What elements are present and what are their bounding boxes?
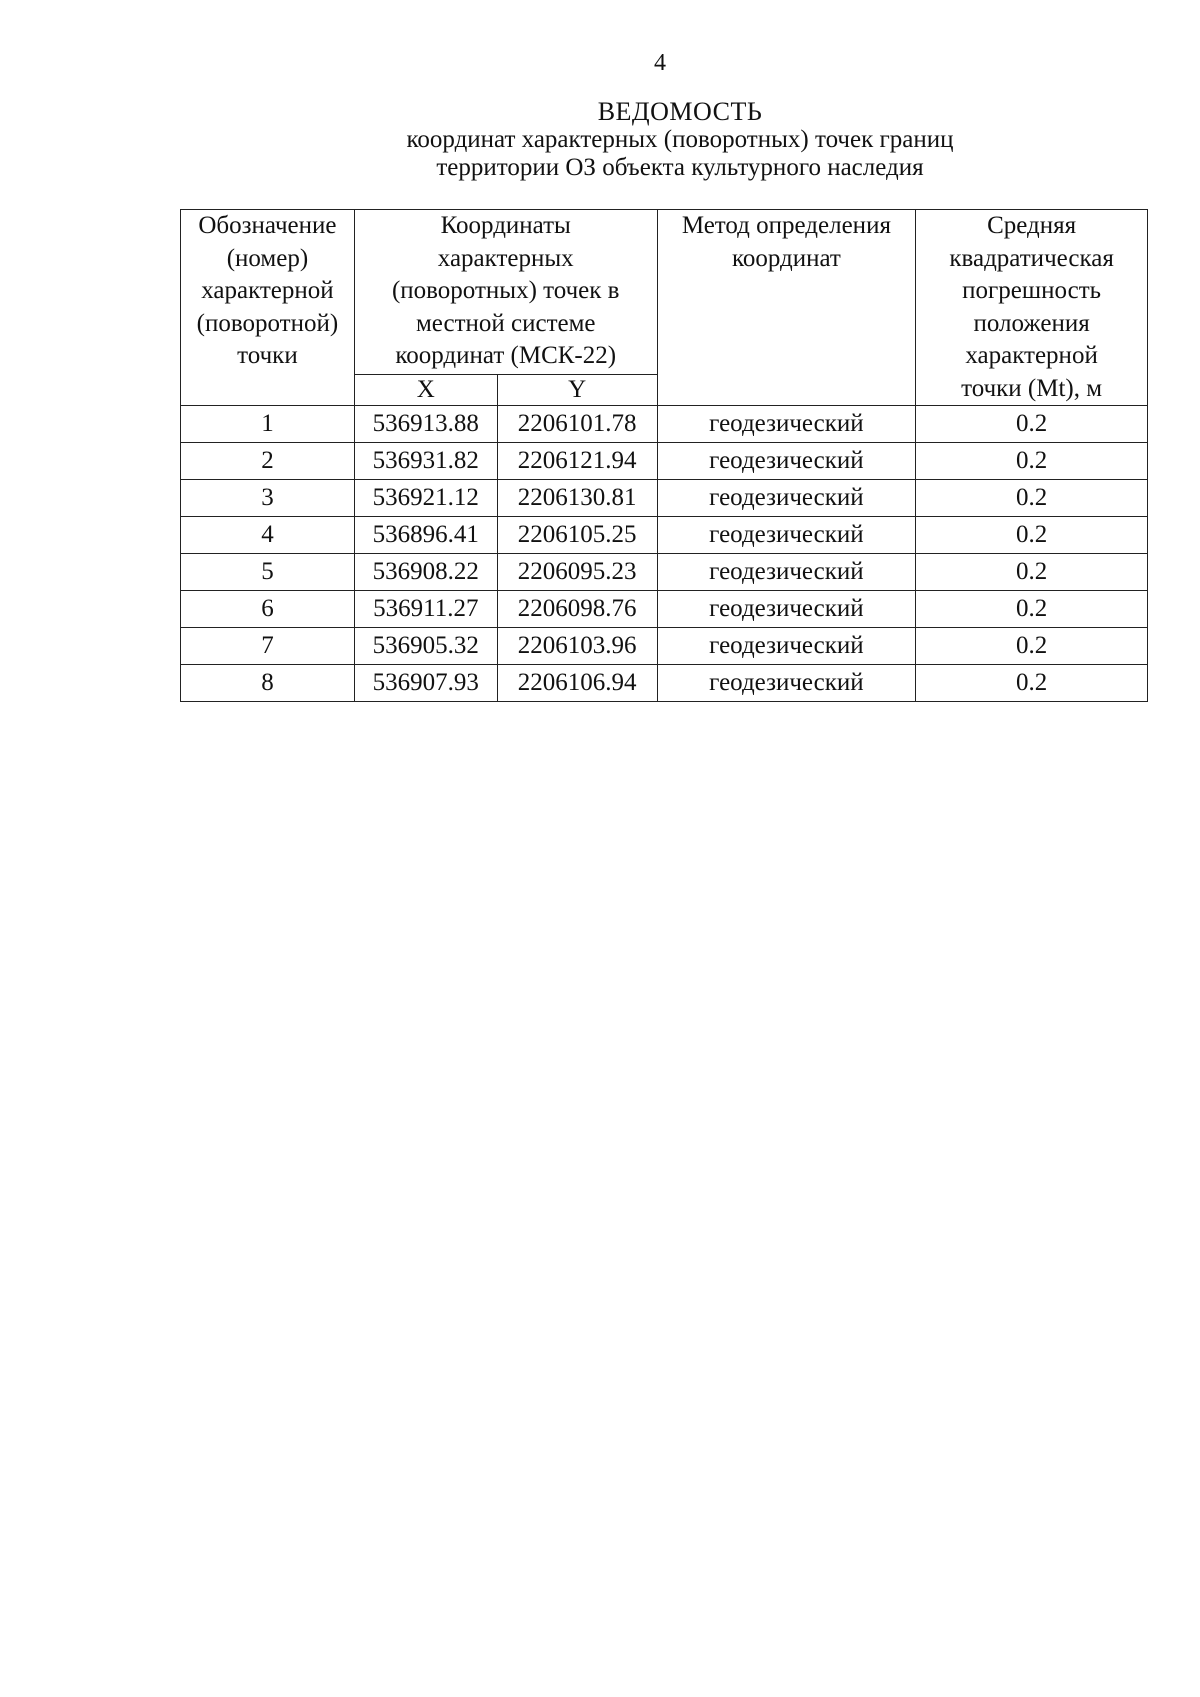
coordinates-table xyxy=(180,209,1148,702)
y-coordinate-cell: 2206103.96 xyxy=(497,628,657,665)
x-coordinate-cell: 536931.82 xyxy=(354,443,497,480)
table-header-row xyxy=(181,210,1148,375)
header-x: X xyxy=(354,375,497,406)
y-coordinate-cell: 2206106.94 xyxy=(497,665,657,702)
error-cell: 0.2 xyxy=(916,480,1148,517)
point-number-cell: 5 xyxy=(181,554,355,591)
header-error-line: квадратическая xyxy=(949,244,1114,272)
error-cell: 0.2 xyxy=(916,665,1148,702)
error-cell: 0.2 xyxy=(916,406,1148,443)
table-row xyxy=(181,591,1148,628)
header-designation-line: характерной xyxy=(201,277,334,304)
header-coordinates xyxy=(354,210,657,375)
header-error-line: погрешность xyxy=(962,277,1102,304)
method-cell: геодезический xyxy=(657,406,916,443)
table-row xyxy=(181,443,1148,480)
x-coordinate-cell: 536905.32 xyxy=(354,628,497,665)
header-error-line: точки (Mt), м xyxy=(961,374,1103,402)
method-cell: геодезический xyxy=(657,554,916,591)
point-number-cell: 6 xyxy=(181,591,355,628)
header-coordinates-line: местной системе xyxy=(415,309,596,337)
header-designation-line: (поворотной) xyxy=(196,309,339,337)
table-row xyxy=(181,628,1148,665)
point-number-cell: 3 xyxy=(181,480,355,517)
error-cell: 0.2 xyxy=(916,628,1148,665)
header-coordinates-line: координат (МСК-22) xyxy=(395,342,617,369)
table-row xyxy=(181,554,1148,591)
table-row xyxy=(181,406,1148,443)
header-mean-square-error xyxy=(916,210,1148,406)
header-method xyxy=(657,210,916,406)
method-cell: геодезический xyxy=(657,591,916,628)
y-coordinate-cell: 2206095.23 xyxy=(497,554,657,591)
x-coordinate-cell: 536913.88 xyxy=(354,406,497,443)
header-coordinates-line: (поворотных) точек в xyxy=(391,277,620,304)
document-title: ВЕДОМОСТЬ xyxy=(597,97,763,126)
y-coordinate-cell: 2206101.78 xyxy=(497,406,657,443)
table-row xyxy=(181,480,1148,517)
point-number-cell: 2 xyxy=(181,443,355,480)
document-heading xyxy=(180,98,1180,182)
x-coordinate-cell: 536911.27 xyxy=(354,591,497,628)
point-number-cell: 8 xyxy=(181,665,355,702)
method-cell: геодезический xyxy=(657,628,916,665)
header-error-line: Средняя xyxy=(987,212,1077,239)
document-subtitle-line: координат характерных (поворотных) точек границ xyxy=(406,126,954,153)
header-method-line: Метод определения xyxy=(681,212,891,239)
x-coordinate-cell: 536896.41 xyxy=(354,517,497,554)
header-coordinates-line: Координаты xyxy=(440,212,571,239)
header-method-line: координат xyxy=(731,244,841,272)
header-designation-line: точки xyxy=(237,342,298,369)
header-coordinates-line: характерных xyxy=(437,244,574,272)
method-cell: геодезический xyxy=(657,517,916,554)
y-coordinate-cell: 2206105.25 xyxy=(497,517,657,554)
error-cell: 0.2 xyxy=(916,591,1148,628)
error-cell: 0.2 xyxy=(916,443,1148,480)
table-row xyxy=(181,665,1148,702)
point-number-cell: 4 xyxy=(181,517,355,554)
error-cell: 0.2 xyxy=(916,517,1148,554)
y-coordinate-cell: 2206130.81 xyxy=(497,480,657,517)
x-coordinate-cell: 536908.22 xyxy=(354,554,497,591)
method-cell: геодезический xyxy=(657,665,916,702)
point-number-cell: 1 xyxy=(181,406,355,443)
error-cell: 0.2 xyxy=(916,554,1148,591)
table-row xyxy=(181,517,1148,554)
point-number-cell: 7 xyxy=(181,628,355,665)
header-y: Y xyxy=(497,375,657,406)
y-coordinate-cell: 2206098.76 xyxy=(497,591,657,628)
method-cell: геодезический xyxy=(657,443,916,480)
page-number: 4 xyxy=(654,50,666,76)
header-designation xyxy=(181,210,355,406)
method-cell: геодезический xyxy=(657,480,916,517)
header-error-line: характерной xyxy=(965,342,1098,369)
x-coordinate-cell: 536907.93 xyxy=(354,665,497,702)
document-subtitle-line: территории ОЗ объекта культурного наследия xyxy=(436,154,924,181)
header-error-line: положения xyxy=(973,309,1090,337)
header-designation-line: (номер) xyxy=(226,244,309,272)
y-coordinate-cell: 2206121.94 xyxy=(497,443,657,480)
x-coordinate-cell: 536921.12 xyxy=(354,480,497,517)
header-designation-line: Обозначение xyxy=(198,212,337,239)
